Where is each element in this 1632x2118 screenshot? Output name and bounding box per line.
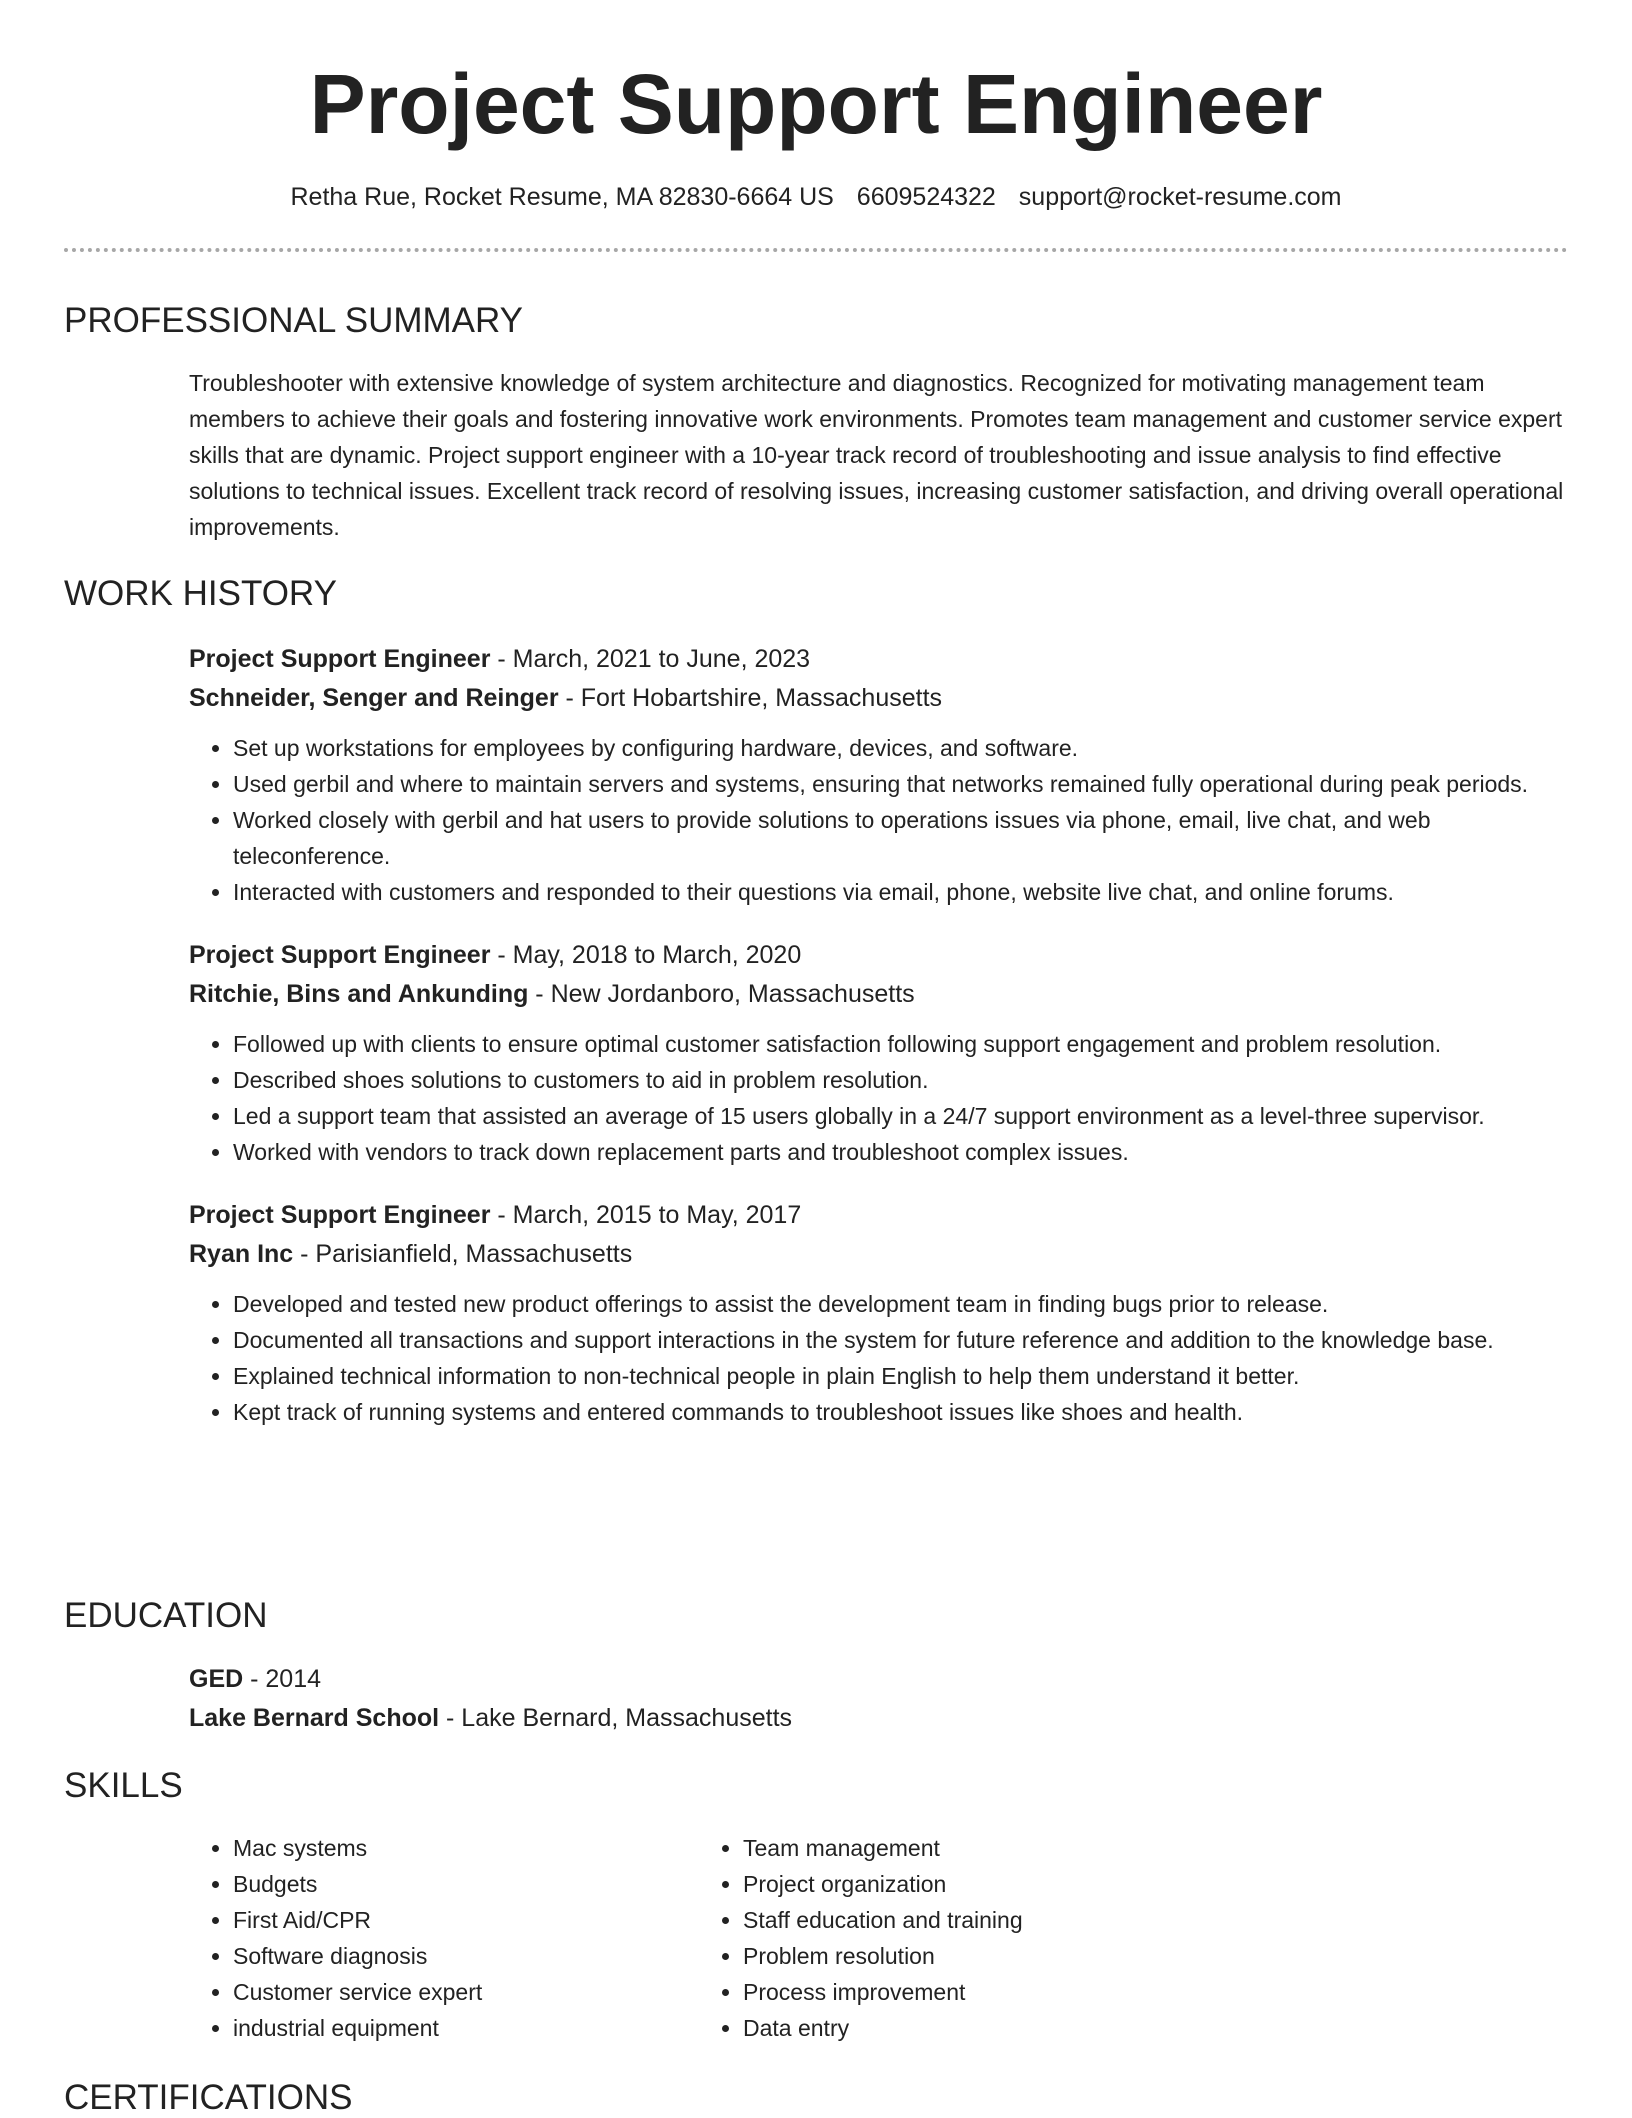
list-item: • Process improvement (743, 1974, 1253, 2010)
list-item: • Data entry (743, 2010, 1253, 2046)
education-school-line (189, 1699, 1568, 1738)
education-school: Lake Bernard School (189, 1704, 440, 1732)
list-item: • Documented all transactions and support interactions in the system for future reference and addition to the knowledge base. (233, 1322, 1568, 1358)
list-item: • Software diagnosis (233, 1938, 743, 1974)
job-entry (64, 1196, 1568, 1430)
skills-right-column (743, 1830, 1253, 2046)
list-item: • Described shoes solutions to customers to aid in problem resolution. (233, 1062, 1568, 1098)
education-heading: EDUCATION (64, 1596, 268, 1635)
skills-heading: SKILLS (64, 1766, 183, 1805)
job-location: - New Jordanboro, Massachusetts (528, 980, 915, 1008)
job-title-line (189, 640, 1568, 679)
job-title: Project Support Engineer (189, 645, 491, 673)
list-item: • industrial equipment (233, 2010, 743, 2046)
list-item: • First Aid/CPR (233, 1902, 743, 1938)
job-company: Ryan Inc (189, 1240, 294, 1268)
list-item: • Team management (743, 1830, 1253, 1866)
contact-line (64, 180, 1568, 214)
certifications-section (64, 2078, 1568, 2118)
job-entry (64, 640, 1568, 910)
job-location: - Parisianfield, Massachusetts (293, 1240, 633, 1268)
education-degree: GED (189, 1665, 244, 1693)
skills-section (64, 1766, 1568, 2046)
job-location: - Fort Hobartshire, Massachusetts (558, 684, 943, 712)
list-item: • Worked closely with gerbil and hat users to provide solutions to operations issues via phone, email, live chat, and web teleconference. (233, 802, 1568, 874)
job-dates: - May, 2018 to March, 2020 (490, 941, 802, 969)
page-title: Project Support Engineer (309, 57, 1323, 151)
education-section (64, 1596, 1568, 1738)
job-company-line (189, 975, 1568, 1014)
job-title: Project Support Engineer (189, 941, 491, 969)
job-bullets (64, 1026, 1568, 1170)
summary-text: Troubleshooter with extensive knowledge of system architecture and diagnostics. Recognized for motivating management team members to achieve their goals and fostering innovative work environments. Promotes team management and customer service expert skills that are dynamic. Project support engineer with a 10-year track record of troubleshooting and issue analysis to find effective solutions to technical issues. Excellent track record of resolving issues, increasing customer satisfaction, and driving overall operational improvements. (189, 370, 1564, 540)
list-item: • Developed and tested new product offerings to assist the development team in finding bugs prior to release. (233, 1286, 1568, 1322)
list-item: • Followed up with clients to ensure optimal customer satisfaction following support engagement and problem resolution. (233, 1026, 1568, 1062)
job-title: Project Support Engineer (189, 1201, 491, 1229)
resume-page (64, 0, 1568, 2117)
education-year: - 2014 (243, 1665, 322, 1693)
contact-phone: 6609524322 (856, 183, 996, 211)
job-dates: - March, 2015 to May, 2017 (490, 1201, 802, 1229)
list-item: • Explained technical information to non-technical people in plain English to help them understand it better. (233, 1358, 1568, 1394)
job-title-line (189, 1196, 1568, 1235)
list-item: • Project organization (743, 1866, 1253, 1902)
certifications-heading: CERTIFICATIONS (64, 2078, 353, 2117)
contact-email: support@rocket-resume.com (1018, 183, 1342, 211)
job-bullets (64, 730, 1568, 910)
list-item: • Set up workstations for employees by configuring hardware, devices, and software. (233, 730, 1568, 766)
job-title-line (189, 936, 1568, 975)
job-dates: - March, 2021 to June, 2023 (490, 645, 811, 673)
list-item: • Problem resolution (743, 1938, 1253, 1974)
list-item: • Interacted with customers and responded to their questions via email, phone, website live chat, and online forums. (233, 874, 1568, 910)
list-item: • Budgets (233, 1866, 743, 1902)
work-history-section (64, 574, 1568, 1430)
work-history-heading: WORK HISTORY (64, 574, 337, 613)
job-company-line (189, 679, 1568, 718)
list-item: • Led a support team that assisted an average of 15 users globally in a 24/7 support environment as a level-three supervisor. (233, 1098, 1568, 1134)
contact-address: Retha Rue, Rocket Resume, MA 82830-6664 US (290, 183, 834, 211)
list-item: • Mac systems (233, 1830, 743, 1866)
summary-heading: PROFESSIONAL SUMMARY (64, 301, 523, 340)
list-item: • Staff education and training (743, 1902, 1253, 1938)
job-company: Ritchie, Bins and Ankunding (189, 980, 529, 1008)
skills-left-column (64, 1830, 743, 2046)
header-divider (64, 248, 1568, 252)
summary-section (64, 301, 1568, 545)
education-degree-line (189, 1660, 1568, 1699)
education-location: - Lake Bernard, Massachusetts (439, 1704, 793, 1732)
job-entry (64, 936, 1568, 1170)
list-item: • Worked with vendors to track down replacement parts and troubleshoot complex issues. (233, 1134, 1568, 1170)
job-company-line (189, 1235, 1568, 1274)
list-item: • Customer service expert (233, 1974, 743, 2010)
job-company: Schneider, Senger and Reinger (189, 684, 559, 712)
list-item: • Used gerbil and where to maintain servers and systems, ensuring that networks remained fully operational during peak periods. (233, 766, 1568, 802)
list-item: • Kept track of running systems and entered commands to troubleshoot issues like shoes and health. (233, 1394, 1568, 1430)
job-bullets (64, 1286, 1568, 1430)
skills-columns (64, 1830, 1568, 2046)
